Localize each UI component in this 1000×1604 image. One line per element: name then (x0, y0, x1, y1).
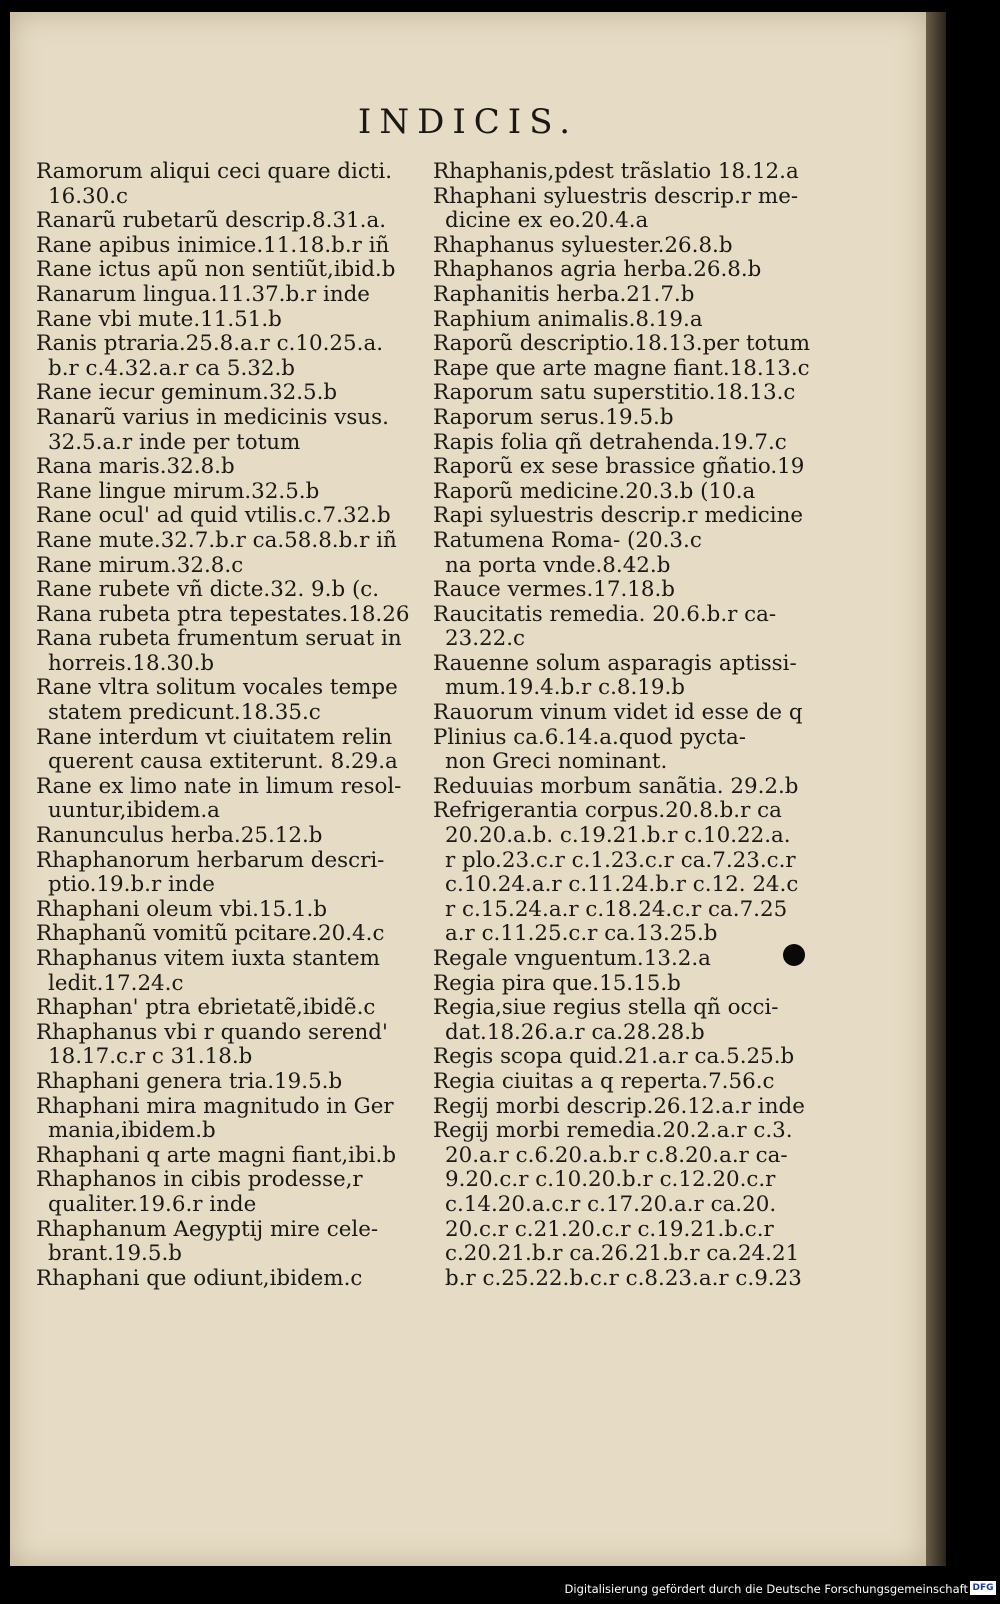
index-entry: Regia pira que.15.15.b (433, 971, 681, 996)
index-entry: Rhaphani q arte magni fiant,ibi.b (36, 1143, 397, 1168)
index-entry: r plo.23.c.r c.1.23.c.r ca.7.23.c.r (445, 848, 796, 873)
index-entry: Ranarum lingua.11.37.b.r inde (36, 282, 370, 307)
index-entry: non Greci nominant. (445, 750, 668, 775)
index-entry: Plinius ca.6.14.a.quod pycta- (433, 725, 746, 750)
index-entry: Raphanitis herba.21.7.b (433, 282, 695, 307)
index-entry: Rane iecur geminum.32.5.b (36, 381, 338, 406)
index-entry: Rhaphanũ vomitũ pcitare.20.4.c (36, 922, 385, 947)
index-entry: qualiter.19.6.r inde (48, 1192, 257, 1217)
index-entry: Ratumena Roma- (20.3.c (433, 528, 702, 553)
dfg-logo: DFG (970, 1581, 996, 1595)
index-entry: Regia ciuitas a q reperta.7.56.c (433, 1069, 775, 1094)
index-entry: Regale vnguentum.13.2.a (433, 947, 711, 971)
index-entry: Rhaphanus syluester.26.8.b (433, 233, 733, 258)
index-entry: Rhaphanum Aegyptij mire cele- (36, 1217, 379, 1242)
index-entry: Rape que arte magne fiant.18.13.c (433, 356, 810, 381)
index-entry: Rane ictus apũ non sentiũt,ibid.b (36, 258, 396, 283)
index-entry: Ramorum aliqui ceci quare dicti. (36, 160, 393, 184)
index-entry: Raporum satu superstitio.18.13.c (433, 381, 796, 406)
index-entry: Ranarũ rubetarũ descrip.8.31.a. (36, 209, 387, 234)
index-entry: Raporũ medicine.20.3.b (10.a (433, 479, 756, 504)
index-entry: horreis.18.30.b (48, 651, 215, 676)
index-entry: b.r c.4.32.a.r ca 5.32.b (48, 356, 295, 381)
index-entry: Regij morbi descrip.26.12.a.r inde (433, 1094, 805, 1119)
index-entry: Rane vbi mute.11.51.b (36, 307, 282, 332)
index-entry: c.10.24.a.r c.11.24.b.r c.12. 24.c (445, 873, 799, 898)
index-entry: Ranarũ varius in medicinis vsus. (36, 405, 389, 430)
index-entry: 9.20.c.r c.10.20.b.r c.12.20.c.r (445, 1168, 776, 1193)
index-entry: Refrigerantia corpus.20.8.b.r ca (433, 799, 782, 824)
index-entry: Rauenne solum asparagis aptissi- (433, 651, 797, 676)
index-entry: Rhaphanus vitem iuxta stantem (36, 947, 380, 971)
index-entry: 20.a.r c.6.20.a.b.r c.8.20.a.r ca- (445, 1143, 788, 1168)
index-entry: dicine ex eo.20.4.a (445, 209, 649, 234)
book-page (10, 12, 926, 1566)
index-entry: Rhaphani que odiunt,ibidem.c (36, 1266, 363, 1291)
index-entry: ledit.17.24.c (48, 971, 184, 996)
index-column-right (433, 160, 833, 1291)
index-entry: Rane lingue mirum.32.5.b (36, 479, 320, 504)
index-entry: b.r c.25.22.b.c.r c.8.23.a.r c.9.23 (445, 1266, 802, 1291)
index-entry: 23.22.c (445, 627, 526, 652)
index-entry: Rane interdum vt ciuitatem relin (36, 725, 393, 750)
index-entry: Rhaphanus vbi r quando serend' (36, 1020, 388, 1045)
index-entry: Rapi syluestris descrip.r medicine (433, 504, 804, 529)
page-edge (926, 12, 946, 1566)
index-entry: Regia,siue regius stella qñ occi- (433, 996, 779, 1021)
index-entry: na porta vnde.8.42.b (445, 553, 671, 578)
index-entry: Rane ocul' ad quid vtilis.c.7.32.b (36, 504, 391, 529)
index-entry: Rhaphanorum herbarum descri- (36, 848, 385, 873)
index-entry: Raporũ ex sese brassice gñatio.19 (433, 455, 805, 480)
index-entry: Regij morbi remedia.20.2.a.r c.3. (433, 1119, 793, 1144)
footer-bar (0, 1580, 1000, 1598)
index-entry: Raucitatis remedia. 20.6.b.r ca- (433, 602, 777, 627)
index-entry: Rane vltra solitum vocales tempe (36, 676, 398, 701)
index-entry: Rhaphan' ptra ebrietatẽ,ibidẽ.c (36, 996, 376, 1021)
index-entry: Ranis ptraria.25.8.a.r c.10.25.a. (36, 332, 384, 357)
index-entry: Rane mute.32.7.b.r ca.58.8.b.r iñ (36, 528, 397, 553)
index-entry: Rhaphani syluestris descrip.r me- (433, 184, 799, 209)
index-entry: Rane rubete vñ dicte.32. 9.b (c. (36, 578, 380, 603)
index-entry: Rane apibus inimice.11.18.b.r iñ (36, 233, 390, 258)
index-entry: Rana rubeta frumentum seruat in (36, 627, 402, 652)
index-entry: r c.15.24.a.r c.18.24.c.r ca.7.25 (445, 897, 788, 922)
index-entry: 16.30.c (48, 184, 129, 209)
index-entry: Regis scopa quid.21.a.r ca.5.25.b (433, 1045, 795, 1070)
index-entry: Rhaphani mira magnitudo in Ger (36, 1094, 394, 1119)
index-entry: dat.18.26.a.r ca.28.28.b (445, 1020, 705, 1045)
index-entry: uuntur,ibidem.a (48, 799, 220, 824)
index-entry: Rane mirum.32.8.c (36, 553, 244, 578)
footer-credit: Digitalisierung gefördert durch die Deutsche Forschungsgemeinschaft (564, 1582, 968, 1596)
index-entry: Rana maris.32.8.b (36, 455, 235, 480)
index-entry: Reduuias morbum sanãtia. 29.2.b (433, 774, 799, 799)
ink-blot (783, 944, 805, 966)
index-entry: Rauce vermes.17.18.b (433, 578, 675, 603)
index-entry: a.r c.11.25.c.r ca.13.25.b (445, 922, 718, 947)
index-entry: Rhaphanos in cibis prodesse,r (36, 1168, 363, 1193)
index-entry: Raphium animalis.8.19.a (433, 307, 703, 332)
index-entry: Raporum serus.19.5.b (433, 405, 674, 430)
index-entry: c.14.20.a.c.r c.17.20.a.r ca.20. (445, 1192, 777, 1217)
index-entry: mum.19.4.b.r c.8.19.b (445, 676, 685, 701)
index-entry: brant.19.5.b (48, 1242, 182, 1267)
index-entry: querent causa extiterunt. 8.29.a (48, 750, 398, 775)
index-column-left (36, 160, 441, 1291)
index-entry: Rhaphani oleum vbi.15.1.b (36, 897, 328, 922)
index-entry: Rhaphanos agria herba.26.8.b (433, 258, 762, 283)
page-header: INDICIS. (357, 102, 579, 142)
index-entry: c.20.21.b.r ca.26.21.b.r ca.24.21 (445, 1242, 800, 1267)
index-entry: Rana rubeta ptra tepestates.18.26 (36, 602, 410, 627)
index-entry: Rauorum vinum videt id esse de q (433, 701, 803, 726)
index-entry: Rane ex limo nate in limum resol- (36, 774, 402, 799)
index-entry: 32.5.a.r inde per totum (48, 430, 301, 455)
index-entry: statem predicunt.18.35.c (48, 701, 321, 726)
index-entry: Rhaphanis,pdest trãslatio 18.12.a (433, 160, 799, 184)
index-entry: 20.c.r c.21.20.c.r c.19.21.b.c.r (445, 1217, 774, 1242)
index-entry: Ranunculus herba.25.12.b (36, 824, 323, 849)
index-entry: 20.20.a.b. c.19.21.b.r c.10.22.a. (445, 824, 791, 849)
index-entry: Rapis folia qñ detrahenda.19.7.c (433, 430, 787, 455)
index-entry: mania,ibidem.b (48, 1119, 216, 1144)
index-entry: 18.17.c.r c 31.18.b (48, 1045, 253, 1070)
index-entry: Rhaphani genera tria.19.5.b (36, 1069, 343, 1094)
index-entry: ptio.19.b.r inde (48, 873, 215, 898)
index-entry: Raporũ descriptio.18.13.per totum (433, 332, 811, 357)
